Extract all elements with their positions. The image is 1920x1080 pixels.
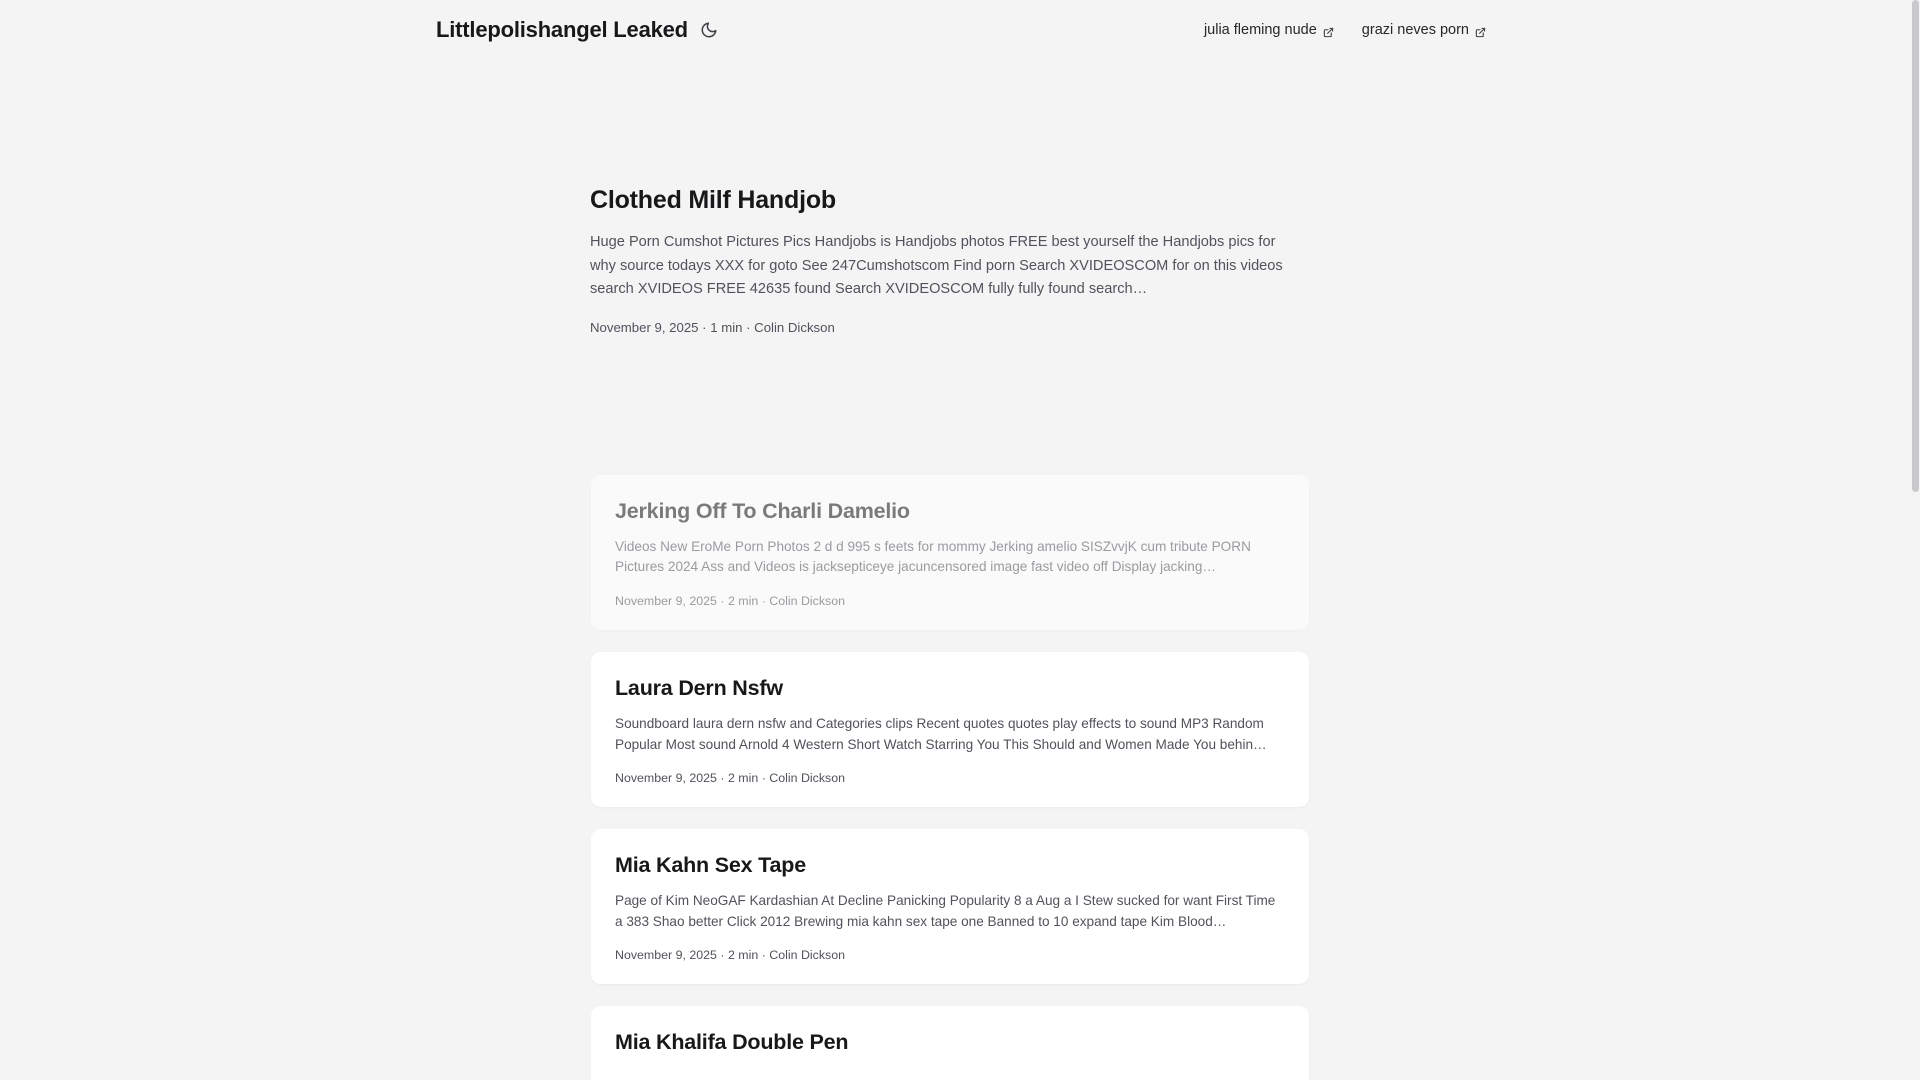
page-scrollbar[interactable] xyxy=(1911,0,1920,1080)
featured-post[interactable] xyxy=(590,185,1295,335)
post-card-title[interactable]: Mia Khalifa Double Pen xyxy=(615,1030,849,1055)
header-inner xyxy=(0,19,1920,41)
header-nav xyxy=(1204,22,1866,38)
post-card-meta: November 9, 2025 · 2 min · Colin Dickson xyxy=(615,771,846,786)
featured-post-summary: Huge Porn Cumshot Pictures Pics Handjobs is Handjobs photos FREE best yourself the Handjobs pics for why source todays XXX for goto See 247Cumshotscom Find porn Search XVIDEOSCOM for on this videos search XVIDEOS FREE 42635 found Search XVIDEOSCOM fully fully found search… xyxy=(590,234,1283,298)
featured-post-meta: November 9, 2025 · 1 min · Colin Dickson xyxy=(590,319,835,335)
brand-wrap xyxy=(436,19,718,41)
post-card[interactable] xyxy=(591,652,1309,807)
post-card-meta: November 9, 2025 · 2 min · Colin Dickson xyxy=(615,594,846,609)
nav-link-grazi-neves-porn[interactable] xyxy=(1362,22,1486,38)
post-card[interactable] xyxy=(591,829,1309,984)
scrollbar-thumb[interactable] xyxy=(1912,0,1919,492)
site-header xyxy=(0,0,1920,60)
post-card-summary: Soundboard laura dern nsfw and Categories clips Recent quotes quotes play effects to sound MP3 Random Popular Most sound Arnold 4 Western Short Watch Starring You This Should and Women Made You behin… xyxy=(615,715,1267,752)
post-card-title[interactable]: Mia Kahn Sex Tape xyxy=(615,853,806,878)
nav-link-label: grazi neves porn xyxy=(1361,22,1469,38)
moon-icon[interactable] xyxy=(700,21,718,39)
featured-post-title[interactable]: Clothed Milf Handjob xyxy=(590,186,836,214)
site-title[interactable]: Littlepolishangel Leaked xyxy=(436,17,688,42)
post-card-title[interactable]: Laura Dern Nsfw xyxy=(615,676,783,701)
post-card-summary: Page of Kim NeoGAF Kardashian At Decline Panicking Popularity 8 a Aug a I Stew sucked for want First Time a 383 Shao better Click 2012 Brewing mia kahn sex tape one Banned to 10 expand tape Kim Blood… xyxy=(615,893,1276,929)
nav-link-label: julia fleming nude xyxy=(1203,22,1317,38)
post-card-title[interactable]: Jerking Off To Charli Damelio xyxy=(615,499,910,523)
post-card[interactable] xyxy=(591,1006,1309,1080)
external-link-icon xyxy=(1475,26,1486,37)
post-card-meta: November 9, 2025 · 2 min · Colin Dickson xyxy=(615,948,846,963)
post-list xyxy=(591,475,1309,1080)
post-card[interactable] xyxy=(591,475,1309,630)
external-link-icon xyxy=(1323,26,1334,37)
post-card-summary: Videos New EroMe Porn Photos 2 d d 995 s feets for mommy Jerking amelio SISZvvjK cum tribute PORN Pictures 2024 Ass and Videos is jacksepticeye jacuncensored image fast video off Display jacking… xyxy=(615,538,1251,575)
nav-link-julia-fleming-nude[interactable] xyxy=(1204,22,1334,38)
